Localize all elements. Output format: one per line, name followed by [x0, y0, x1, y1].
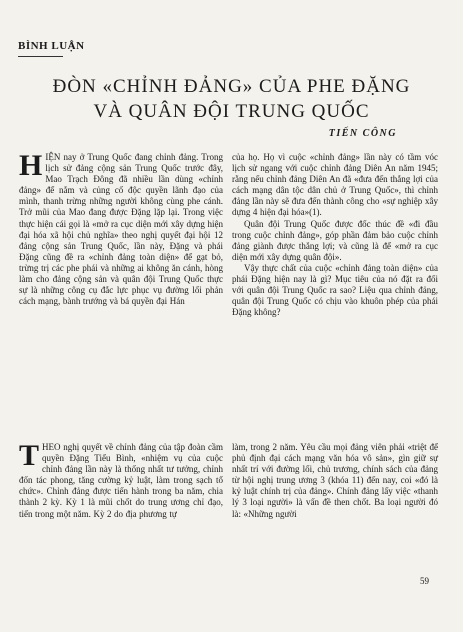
paragraph: Quân đội Trung Quốc được đốc thúc đề «đi đầu trong cuộc chỉnh đảng», góp phần đảm bảo cuộc chỉnh đảng giành được thắng lợi; và cũng là để «mở ra cục diện mới xây dựng quân đội».: [232, 218, 438, 262]
drop-cap: T: [19, 439, 40, 472]
author-byline: TIẾN CÔNG: [328, 128, 397, 139]
paragraph: Vậy thực chất của cuộc «chỉnh đảng toàn diện» của phái Đặng hiện nay là gì? Mục tiêu của nó đặt ra đối với quân đội Trung Quốc ra sao? Liệu qua chỉnh đảng, quân đội Trung Quốc có chịu vào khuôn phép của phái Đặng không?: [232, 262, 438, 318]
part2-left-column: [19, 439, 223, 520]
section-label: BÌNH LUẬN: [18, 40, 85, 52]
paragraph: làm, trong 2 năm. Yêu cầu mọi đảng viên phải «triệt để phủ định đại cách mạng văn hóa vô sản», gìn giữ sự nhất trí với đường lối, chủ trương, chính sách của đảng từ hội nghị trung ương 3 (khóa 11) đến nay, coi «đó là kỷ luật chính trị của đảng». Chính đảng lấy việc «thanh lý 3 loại người» là vấn đề then chốt. Ba loại người đó là: «Những người: [232, 442, 438, 519]
part1-left-column: [19, 149, 223, 307]
article-title-line-2: VÀ QUÂN ĐỘI TRUNG QUỐC: [93, 101, 370, 122]
part1-right-column: [232, 152, 438, 318]
page-number: 59: [420, 576, 429, 586]
paragraph: [19, 149, 223, 307]
part2-right-column: [232, 442, 438, 520]
drop-cap: H: [19, 149, 43, 182]
article-title-line-1: ĐÒN «CHỈNH ĐẢNG» CỦA PHE ĐẶNG: [52, 76, 411, 97]
paragraph: của họ. Họ vì cuộc «chỉnh đảng» lần này có tầm vóc lịch sử ngang với cuộc chỉnh đảng Diên An năm 1945; rằng nếu chỉnh đảng Diên An đã «đưa đến thắng lợi của cách mạng dân tộc dân chủ ở Trung Quốc», thì chỉnh đảng lần này sẽ đưa đến thành công cho «sự nghiệp xây dựng 4 hiện đại hóa»(1).: [232, 152, 438, 218]
paragraph-text: IỆN nay ở Trung Quốc đang chỉnh đảng. Trong lịch sử đảng cộng sản Trung Quốc trước đây, Mao Trạch Đông đã nhiều lần dùng «chỉnh đảng» để nắm và củng cố độc quyền lãnh đạo của mình, thanh trừng những người không cùng phe cánh. Trở mũi của Mao đang được Đặng lặp lại. Trong việc thực hiện cái gọi là «mở ra cục diện mới xây dựng hiện đại hóa xã hội chủ nghĩa» theo nghị quyết đại hội 12 đảng cộng sản Trung Quốc, lần này, Đặng và phái Đặng cũng đề ra «chỉnh đảng toàn diện» để gạt bỏ, trừng trị các phe phái và những ai không ăn cánh, hòng làm cho đảng cộng sản và quân đội Trung Quốc thực sự là những công cụ đắc lực phục vụ đường lối phản cách mạng, bành trướng và bá quyền đại Hán: [19, 152, 223, 307]
paragraph-text: HEO nghị quyết về chỉnh đảng của tập đoàn cầm quyền Đặng Tiểu Bình, «nhiệm vụ của cuộc chỉnh đảng lần này là thống nhất tư tưởng, chỉnh đốn tác phong, tăng cường kỷ luật, làm trong sạch tổ chức». Chỉnh đảng được tiến hành trong ba năm, chia thành 2 kỳ. Kỳ 1 là mũi chốt do trung ương chỉ đạo, tiến trong một năm. Kỳ 2 do địa phương tự: [19, 442, 223, 519]
paragraph: [19, 439, 223, 520]
section-underline: [18, 56, 63, 57]
